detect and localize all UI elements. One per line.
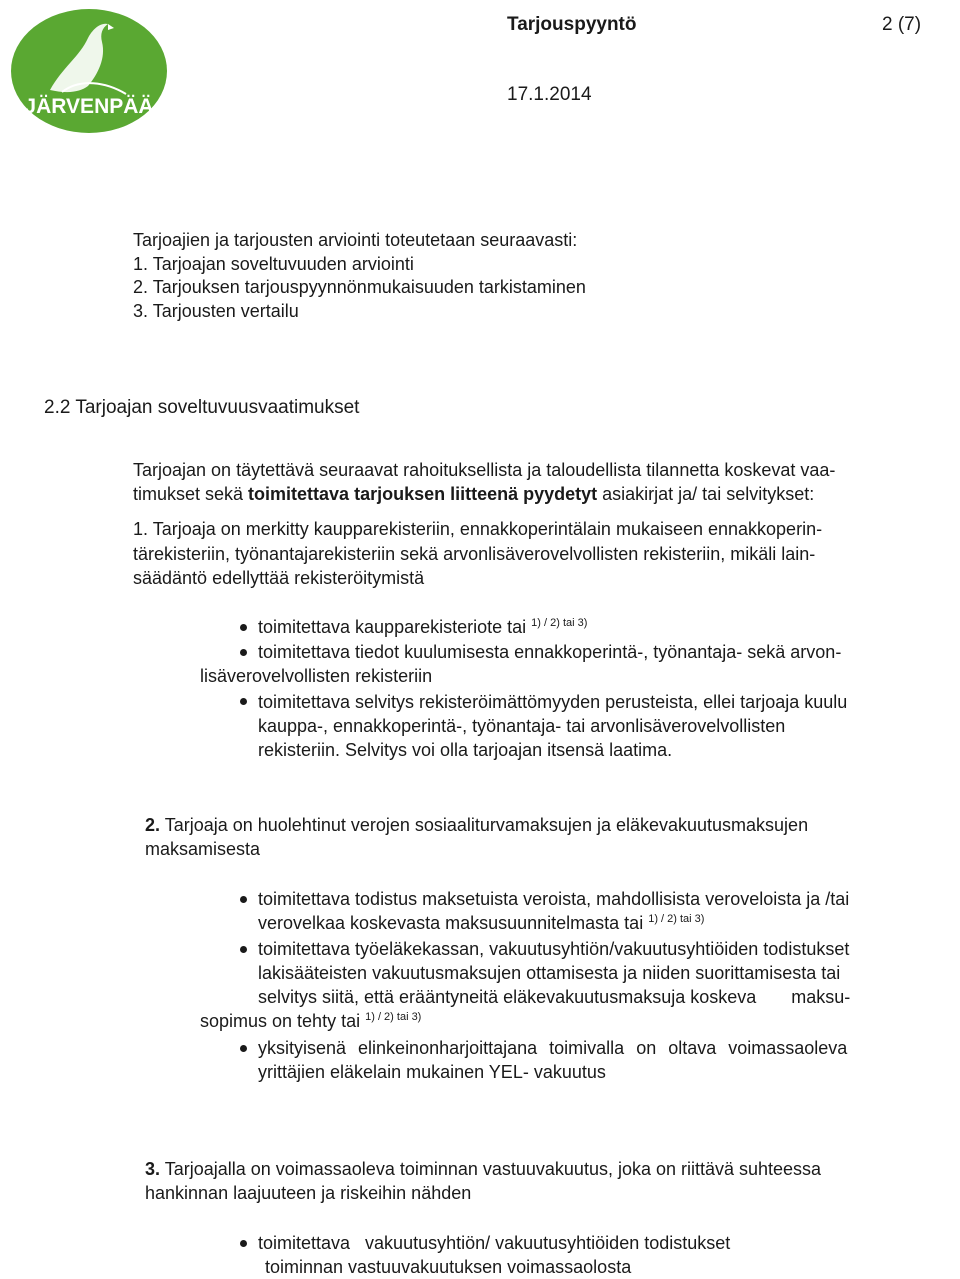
list-item-continuation: kauppa-, ennakkoperintä-, työnantaja- tai arvonlisäverovelvollisten: [258, 716, 786, 736]
requirement-1-line: tärekisteriin, työnantajarekisteriin sekä arvonlisäverovelvollisten rekisteriin, mikäli lain-: [133, 544, 816, 564]
requirement-1-line: säädäntö edellyttää rekisteröitymistä: [133, 568, 425, 588]
bullet-icon: [240, 946, 247, 953]
bullet-icon: [240, 1240, 247, 1247]
list-item: toimitettava työeläkekassan, vakuutusyhtiön/vakuutusyhtiöiden todistukset: [258, 939, 850, 959]
jarvenpaa-logo: [10, 8, 168, 134]
requirement-2-line: [145, 813, 808, 837]
requirement-1-line: [133, 517, 822, 541]
document-date: 17.1.2014: [507, 84, 592, 105]
list-item: yksityisenä elinkeinonharjoittajana toimivalla on oltava voimassaoleva: [258, 1038, 848, 1058]
footnote-ref: 1) / 2) tai 3): [531, 617, 588, 629]
logo-text: JÄRVENPÄÄ: [24, 95, 154, 118]
footnote-ref: 1) / 2) tai 3): [365, 1011, 422, 1023]
section-heading: 2.2 Tarjoajan soveltuvuusvaatimukset: [44, 397, 360, 418]
requirement-text: Tarjoajalla on voimassaoleva toiminnan vastuuvakuutus, joka on riittävä suhteessa: [164, 1159, 822, 1179]
requirement-3-line: hankinnan laajuuteen ja riskeihin nähden: [145, 1183, 472, 1203]
page-number: 2 (7): [882, 14, 922, 35]
bullet-icon: [240, 698, 247, 705]
list-item: toimitettava todistus maksetuista veroista, mahdollisista veroveloista ja /tai: [258, 889, 850, 909]
requirement-number: 2.: [145, 815, 161, 835]
intro-item-1: 1. Tarjoajan soveltuvuuden arviointi: [133, 254, 414, 274]
paragraph-text: asiakirjat ja/ tai selvitykset:: [597, 484, 815, 504]
list-item-continuation: yrittäjien eläkelain mukainen YEL- vakuutus: [258, 1062, 606, 1082]
paragraph-text: timukset sekä: [133, 484, 249, 504]
bullet-icon: [240, 649, 247, 656]
list-item-text: verovelkaa koskevasta maksusuunnitelmasta tai: [258, 913, 644, 933]
list-item-continuation: lakisääteisten vakuutusmaksujen ottamisesta ja niiden suorittamisesta tai: [258, 963, 841, 983]
footnote-ref: 1) / 2) tai 3): [648, 913, 705, 925]
bullet-icon: [240, 624, 247, 631]
section-paragraph-line: [133, 482, 814, 506]
requirement-2-line: maksamisesta: [145, 839, 261, 859]
list-item-continuation: [258, 911, 704, 935]
intro-text: Tarjoajien ja tarjousten arviointi toteutetaan seuraavasti:: [133, 230, 578, 250]
requirement-3-line: [145, 1157, 821, 1181]
requirement-text: Tarjoaja on merkitty kaupparekisteriin, ennakkoperintälain mukaiseen ennakkoperin-: [152, 519, 823, 539]
list-item-continuation: [200, 1009, 421, 1033]
list-item-continuation: selvitys siitä, että erääntyneitä eläkevakuutusmaksuja koskeva maksu-: [258, 987, 851, 1007]
list-item: toimitettava tiedot kuulumisesta ennakkoperintä-, työnantaja- sekä arvon-: [258, 642, 842, 662]
list-item: toimitettava vakuutusyhtiön/ vakuutusyhtiöiden todistukset: [258, 1233, 731, 1253]
requirement-text: Tarjoaja on huolehtinut verojen sosiaaliturvamaksujen ja eläkevakuutusmaksujen: [164, 815, 809, 835]
paragraph-bold-text: toimitettava tarjouksen liitteenä pyydetyt: [248, 484, 598, 504]
bullet-icon: [240, 1045, 247, 1052]
section-paragraph-line: Tarjoajan on täytettävä seuraavat rahoituksellista ja taloudellista tilannetta koskevat vaa-: [133, 460, 836, 480]
list-item-text: sopimus on tehty tai: [200, 1011, 361, 1031]
list-item-continuation: toiminnan vastuuvakuutuksen voimassaolosta: [265, 1257, 632, 1277]
requirement-number: 1.: [133, 519, 149, 539]
requirement-number: 3.: [145, 1159, 161, 1179]
document-title: Tarjouspyyntö: [507, 14, 637, 35]
list-item: toimitettava selvitys rekisteröimättömyyden perusteista, ellei tarjoaja kuulu: [258, 692, 848, 712]
list-item-text: toimitettava kaupparekisteriote tai: [258, 617, 527, 637]
bullet-icon: [240, 896, 247, 903]
list-item-continuation: lisäverovelvollisten rekisteriin: [200, 666, 433, 686]
list-item: [258, 615, 587, 639]
list-item-continuation: rekisteriin. Selvitys voi olla tarjoajan itsensä laatima.: [258, 740, 673, 760]
intro-item-3: 3. Tarjousten vertailu: [133, 301, 299, 321]
intro-item-2: 2. Tarjouksen tarjouspyynnönmukaisuuden tarkistaminen: [133, 277, 586, 297]
